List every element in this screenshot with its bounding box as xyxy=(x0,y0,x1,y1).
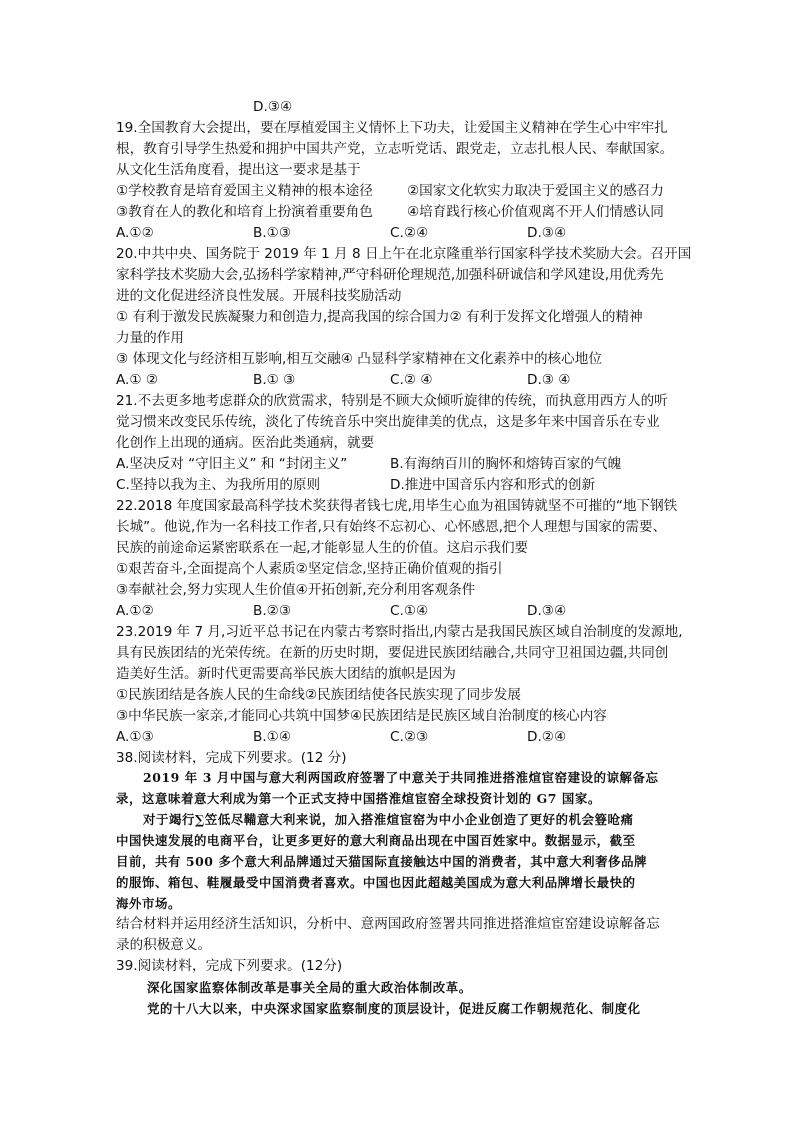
q21-option-c: C.坚持以我为主、为我所用的原则 xyxy=(116,477,321,493)
q22-option-d: D.③④ xyxy=(527,603,567,619)
q19-statement-3: ③教育在人的教化和培育上扮演着重要角色 xyxy=(116,204,373,220)
q21-stem-line-2: 觉习惯来改变民乐传统，淡化了传统音乐中突出旋律美的优点，这是多年来中国音乐在专业 xyxy=(116,414,660,430)
q23-statement-line-1: ①民族团结是各族人民的生命线②民族团结使各民族实现了同步发展 xyxy=(116,687,521,703)
q21-option-a: A.坚决反对 “守旧主义” 和 “封闭主义” xyxy=(116,456,348,472)
q19-statement-1: ①学校教育是培育爱国主义精神的根本途径 xyxy=(116,183,373,199)
q21-option-d: D.推进中国音乐内容和形式的创新 xyxy=(390,477,596,493)
q19-stem-line-1: 19.全国教育大会提出，要在厚植爱国主义情怀上下功夫，让爱国主义精神在学生心中牢牢扎 xyxy=(116,120,668,136)
q38-header: 38.阅读材料，完成下列要求。(12 分) xyxy=(116,750,347,766)
q23-option-a: A.①③ xyxy=(116,729,154,745)
prev-question-option-d: D.③④ xyxy=(253,99,293,115)
q38-material-line-6: 的服饰、箱包、鞋履最受中国消费者喜欢。中国也因此超越美国成为意大利品牌增长最快的 xyxy=(116,875,636,890)
q21-stem-line-1: 21.不去更多地考虑群众的欣赏需求，特别是不顾大众倾听旋律的传统，而执意用西方人的听 xyxy=(116,393,668,409)
q19-option-d: D.③④ xyxy=(527,225,567,241)
q20-option-d: D.③ ④ xyxy=(527,372,571,388)
q23-statement-line-2: ③中华民族一家亲,才能同心共筑中国梦④民族团结是民族区域自治制度的核心内容 xyxy=(116,708,607,724)
q21-stem-line-3: 化创作上出现的通病。医治此类通病，就要 xyxy=(116,435,375,451)
q20-stem-line-3: 进的文化促进经济良性发展。开展科技奖励活动 xyxy=(116,288,402,304)
q20-stem-line-1: 20.中共中央、国务院于 2019 年 1 月 8 日上午在北京隆重举行国家科学技术奖励大会。召开国 xyxy=(116,246,692,262)
q22-stem-line-3: 民族的前途命运紧密联系在一起,才能彰显人生的价值。这启示我们要 xyxy=(116,540,529,556)
q38-material-line-1: 2019 年 3 月中国与意大利两国政府签署了中意关于共同推进搭淮煊宦窑建设的谅解备忘 xyxy=(143,770,659,785)
q20-statement-line-3: ③ 体现文化与经济相互影响,相互交融④ 凸显科学家精神在文化素养中的核心地位 xyxy=(116,351,602,367)
q20-option-c: C.② ④ xyxy=(390,372,433,388)
q19-option-a: A.①② xyxy=(116,225,154,241)
q39-header: 39.阅读材料，完成下列要求。(12分) xyxy=(116,958,343,974)
q38-question-line-1: 结合材料并运用经济生活知识，分析中、意两国政府签署共同推进搭淮煊宦窑建设谅解备忘 xyxy=(116,916,660,932)
q21-option-b: B.有海纳百川的胸怀和熔铸百家的气魄 xyxy=(390,456,622,472)
q19-statement-2: ②国家文化软实力取决于爱国主义的感召力 xyxy=(407,183,664,199)
q20-option-b: B.① ③ xyxy=(253,372,296,388)
q23-stem-line-3: 造美好生活。新时代更需要高举民族大团结的旗帜是因为 xyxy=(116,666,456,682)
q38-material-line-7: 海外市场。 xyxy=(116,896,181,911)
q23-stem-line-2: 具有民族团结的光荣传统。在新的历史时期，要促进民族团结融合,共同守卫祖国边疆,共同创 xyxy=(116,645,669,661)
q22-statement-line-2: ③奉献社会,努力实现人生价值④开拓创新,充分利用客观条件 xyxy=(116,582,476,598)
q38-material-line-5: 目前，共有 500 多个意大利品牌通过天猫国际直接触达中国的消费者，其中意大利奢侈品牌 xyxy=(116,854,648,869)
q22-option-b: B.②③ xyxy=(253,603,292,619)
q22-option-a: A.①② xyxy=(116,603,154,619)
q19-option-c: C.②④ xyxy=(390,225,429,241)
q19-statement-4: ④培育践行核心价值观离不开人们情感认同 xyxy=(407,204,664,220)
q23-option-c: C.②③ xyxy=(390,729,429,745)
q22-option-c: C.①④ xyxy=(390,603,429,619)
q22-statement-line-1: ①艰苦奋斗,全面提高个人素质②坚定信念,坚持正确价值观的指引 xyxy=(116,561,503,577)
q38-material-line-3: 对于竭行∑笠低尽鞴意大利来说，加入搭淮煊宦窑为中小企业创造了更好的机会簦呛痛 xyxy=(143,812,634,827)
q38-question-line-2: 录的积极意义。 xyxy=(116,937,212,953)
q22-stem-line-2: 长城”。他说,作为一名科技工作者,只有始终不忘初心、心怀感恩,把个人理想与国家的需要、 xyxy=(116,519,667,535)
q23-stem-line-1: 23.2019 年 7 月,习近平总书记在内蒙古考察时指出,内蒙古是我国民族区域自治制度的发源地, xyxy=(116,624,683,640)
q19-stem-line-3: 从文化生活角度看，提出这一要求是基于 xyxy=(116,162,361,178)
q20-statement-line-2: 力量的作用 xyxy=(116,330,184,346)
q38-material-line-2: 录，这意味着意大利成为第一个正式支持中国搭淮煊宦窑全球投资计划的 G7 国家。 xyxy=(116,791,601,806)
q20-stem-line-2: 家科学技术奖励大会,弘扬科学家精神,严守科研伦理规范,加强科研诚信和学风建设,用优秀先 xyxy=(116,267,664,283)
q20-option-a: A.① ② xyxy=(116,372,159,388)
q20-statement-line-1: ① 有利于激发民族凝聚力和创造力,提高我国的综合国力② 有利于发挥文化增强人的精神 xyxy=(116,309,643,325)
q39-material-line-1: 深化国家监察体制改革是事关全局的重大政治体制改革。 xyxy=(147,980,472,995)
q23-option-d: D.②④ xyxy=(527,729,567,745)
q23-option-b: B.①④ xyxy=(253,729,292,745)
q19-stem-line-2: 根，教育引导学生热爱和拥护中国共产党，立志听党话、跟党走，立志扎根人民、奉献国家。 xyxy=(116,141,674,157)
q22-stem-line-1: 22.2018 年度国家最高科学技术奖获得者钱七虎,用毕生心血为祖国铸就坚不可摧的“地下钢铁 xyxy=(116,498,678,514)
q38-material-line-4: 中国快速发展的电商平台，让更多更好的意大利商品出现在中国百姓家中。数据显示，截至 xyxy=(116,833,636,848)
q19-option-b: B.①③ xyxy=(253,225,292,241)
q39-material-line-2: 党的十八大以来，中央深求国家监察制度的顶层设计，促进反腐工作朝规范化、制度化 xyxy=(147,1001,641,1016)
